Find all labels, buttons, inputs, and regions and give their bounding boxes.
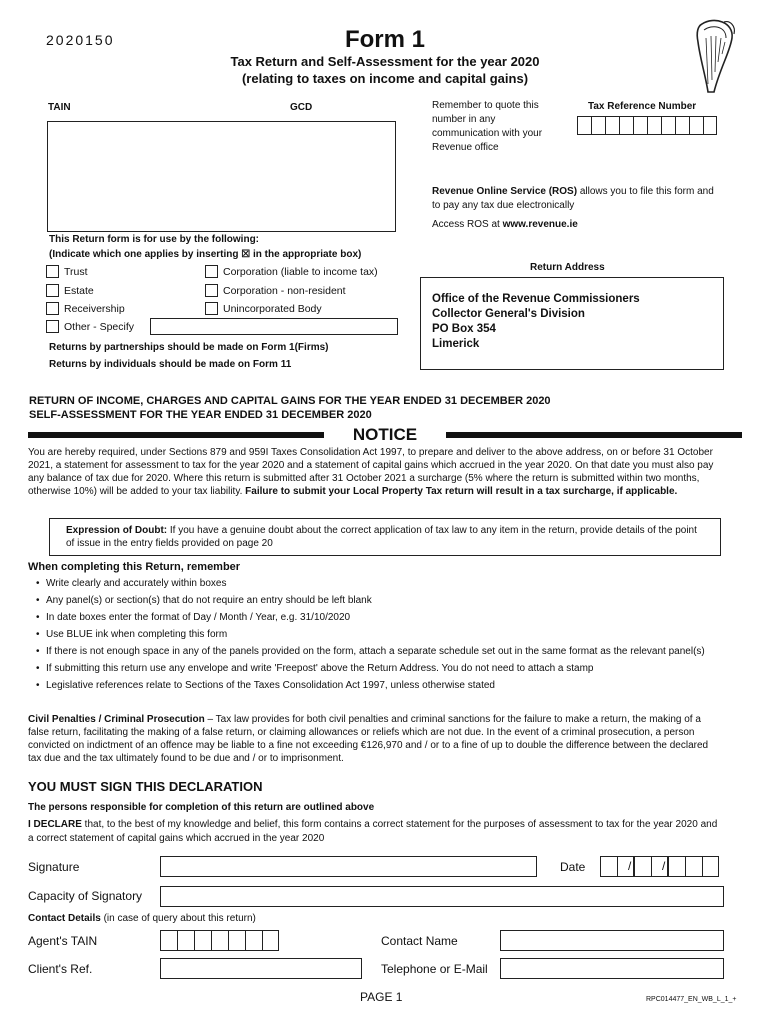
- list-item: • Legislative references relate to Sections of the Taxes Consolidation Act 1997, unless otherwise stated: [34, 679, 724, 693]
- option-estate[interactable]: Estate: [46, 284, 94, 297]
- signature-label: Signature: [28, 860, 80, 874]
- access-ros-text: Access ROS at www.revenue.ie: [432, 219, 578, 230]
- list-item: • Any panel(s) or section(s) that do not require an entry should be left blank: [34, 594, 724, 608]
- capacity-label: Capacity of Signatory: [28, 889, 143, 903]
- ros-link[interactable]: www.revenue.ie: [502, 219, 578, 230]
- address-line: Collector General's Division: [432, 308, 585, 320]
- self-assessment-heading: SELF-ASSESSMENT FOR THE YEAR ENDED 31 DECEMBER 2020: [29, 409, 372, 421]
- receivership-checkbox[interactable]: [46, 302, 59, 315]
- estate-checkbox[interactable]: [46, 284, 59, 297]
- form-title: Form 1: [344, 26, 425, 53]
- declare-text: I DECLARE that, to the best of my knowledge and belief, this form contains a correct statement for the purposes of assessment to tax for the year 2020 and a correct statement of capital gains which accrued in the year 2020: [28, 819, 718, 844]
- date-label: Date: [560, 860, 586, 874]
- remember-heading: When completing this Return, remember: [28, 561, 241, 573]
- date-separator: /: [662, 859, 666, 873]
- list-item: • Use BLUE ink when completing this form: [34, 628, 724, 642]
- persons-responsible: The persons responsible for completion of this return are outlined above: [28, 802, 375, 813]
- tax-reference-input[interactable]: [577, 116, 717, 135]
- form-code: 2020150: [46, 32, 115, 48]
- date-year-input[interactable]: [668, 856, 719, 877]
- declaration-heading: YOU MUST SIGN THIS DECLARATION: [28, 779, 263, 794]
- use-heading: This Return form is for use by the following:: [49, 234, 260, 245]
- address-line: Office of the Revenue Commissioners: [432, 293, 640, 305]
- address-line: Limerick: [432, 338, 480, 350]
- remember-quote-text: Remember to quote this number in any communication with your Revenue office: [432, 100, 543, 153]
- client-ref-field[interactable]: [160, 958, 362, 979]
- telephone-label: Telephone or E-Mail: [381, 962, 488, 976]
- list-item: • Write clearly and accurately within boxes: [34, 577, 724, 591]
- return-heading: RETURN OF INCOME, CHARGES AND CAPITAL GAINS FOR THE YEAR ENDED 31 DECEMBER 2020: [29, 395, 551, 407]
- other-specify-input[interactable]: [150, 318, 398, 335]
- option-corporation[interactable]: Corporation (liable to income tax): [205, 265, 378, 278]
- return-address-label: Return Address: [530, 262, 605, 273]
- agent-tain-label: Agent's TAIN: [28, 934, 98, 948]
- list-item: • If submitting this return use any envelope and write 'Freepost' above the Return Address. You do not need to attach a stamp: [34, 662, 724, 676]
- address-line: PO Box 354: [432, 323, 496, 335]
- individuals-note: Returns by individuals should be made on Form 11: [49, 359, 292, 370]
- partnerships-note: Returns by partnerships should be made on Form 1(Firms): [49, 342, 329, 353]
- contact-name-field[interactable]: [500, 930, 724, 951]
- use-instruction: (Indicate which one applies by inserting ☒ in the appropriate box): [49, 249, 362, 260]
- other-checkbox[interactable]: [46, 320, 59, 333]
- unincorporated-checkbox[interactable]: [205, 302, 218, 315]
- contact-details-label: Contact Details (in case of query about this return): [28, 913, 256, 924]
- option-unincorporated[interactable]: Unincorporated Body: [205, 302, 322, 315]
- ros-text: Revenue Online Service (ROS) allows you to file this form and to pay any tax due electronically: [432, 186, 714, 211]
- corporation-nonresident-checkbox[interactable]: [205, 284, 218, 297]
- date-separator: /: [628, 859, 632, 873]
- corporation-checkbox[interactable]: [205, 265, 218, 278]
- notice-title: NOTICE: [352, 425, 418, 444]
- form-subtitle: Tax Return and Self-Assessment for the year 2020: [230, 54, 540, 69]
- option-receivership[interactable]: Receivership: [46, 302, 125, 315]
- notice-rule-left: [28, 432, 324, 438]
- client-ref-label: Client's Ref.: [28, 962, 93, 976]
- signature-field[interactable]: [160, 856, 537, 877]
- tax-reference-label: Tax Reference Number: [588, 101, 697, 112]
- return-address-box: [420, 277, 724, 370]
- tain-label: TAIN: [48, 102, 71, 113]
- agent-tain-input[interactable]: [160, 930, 279, 951]
- trust-checkbox[interactable]: [46, 265, 59, 278]
- penalties-text: Civil Penalties / Criminal Prosecution – Tax law provides for both civil penalties and criminal sanctions for the failure to make a return, the making of a false return, facilitating the making of a false return, or claiming allowances or reliefs which are not due. In the event of a criminal prosecution, a person convicted on indictment of an offence may be liable to a fine not exceeding €126,970 and / or to a fine of up to double the difference between the declared tax due and the tax ultimately found to be due and / or to imprisonment.: [28, 714, 709, 764]
- harp-emblem-icon: [694, 18, 738, 96]
- tain-gcd-box[interactable]: [47, 121, 396, 232]
- notice-body: You are hereby required, under Sections 879 and 959I Taxes Consolidation Act 1997, to prepare and deliver to the above address, on or before 31 October 2021, a statement for assessment to tax for the year 2020 and a statement of capital gains which accrued in the year 2020. On that date you must also pay any balance of tax due for 2020. Where this return is submitted after 31 October 2021 a surcharge (5% where the return is submitted within two months, otherwise 10%) will be added to your tax liability. Failure to submit your Local Property Tax return will result in a tax surcharge, if applicable.: [28, 447, 714, 497]
- notice-rule-right: [446, 432, 742, 438]
- capacity-field[interactable]: [160, 886, 724, 907]
- option-other[interactable]: Other - Specify: [46, 320, 134, 333]
- expression-of-doubt-box: Expression of Doubt: If you have a genuine doubt about the correct application of tax law to any item in the return, provide details of the point of issue in the entry fields provided on page 20: [49, 518, 721, 556]
- option-trust[interactable]: Trust: [46, 265, 88, 278]
- remember-list: [34, 577, 724, 696]
- contact-name-label: Contact Name: [381, 934, 458, 948]
- gcd-label: GCD: [290, 102, 313, 113]
- form-reference-code: RPC014477_EN_WB_L_1_+: [646, 996, 737, 1003]
- telephone-field[interactable]: [500, 958, 724, 979]
- option-corporation-nonresident[interactable]: Corporation - non-resident: [205, 284, 346, 297]
- list-item: • In date boxes enter the format of Day / Month / Year, e.g. 31/10/2020: [34, 611, 724, 625]
- list-item: • If there is not enough space in any of the panels provided on the form, attach a separate schedule set out in the same format as the relevant panel(s): [34, 645, 724, 659]
- page-number: PAGE 1: [360, 990, 403, 1004]
- form-subtitle-2: (relating to taxes on income and capital gains): [241, 71, 529, 86]
